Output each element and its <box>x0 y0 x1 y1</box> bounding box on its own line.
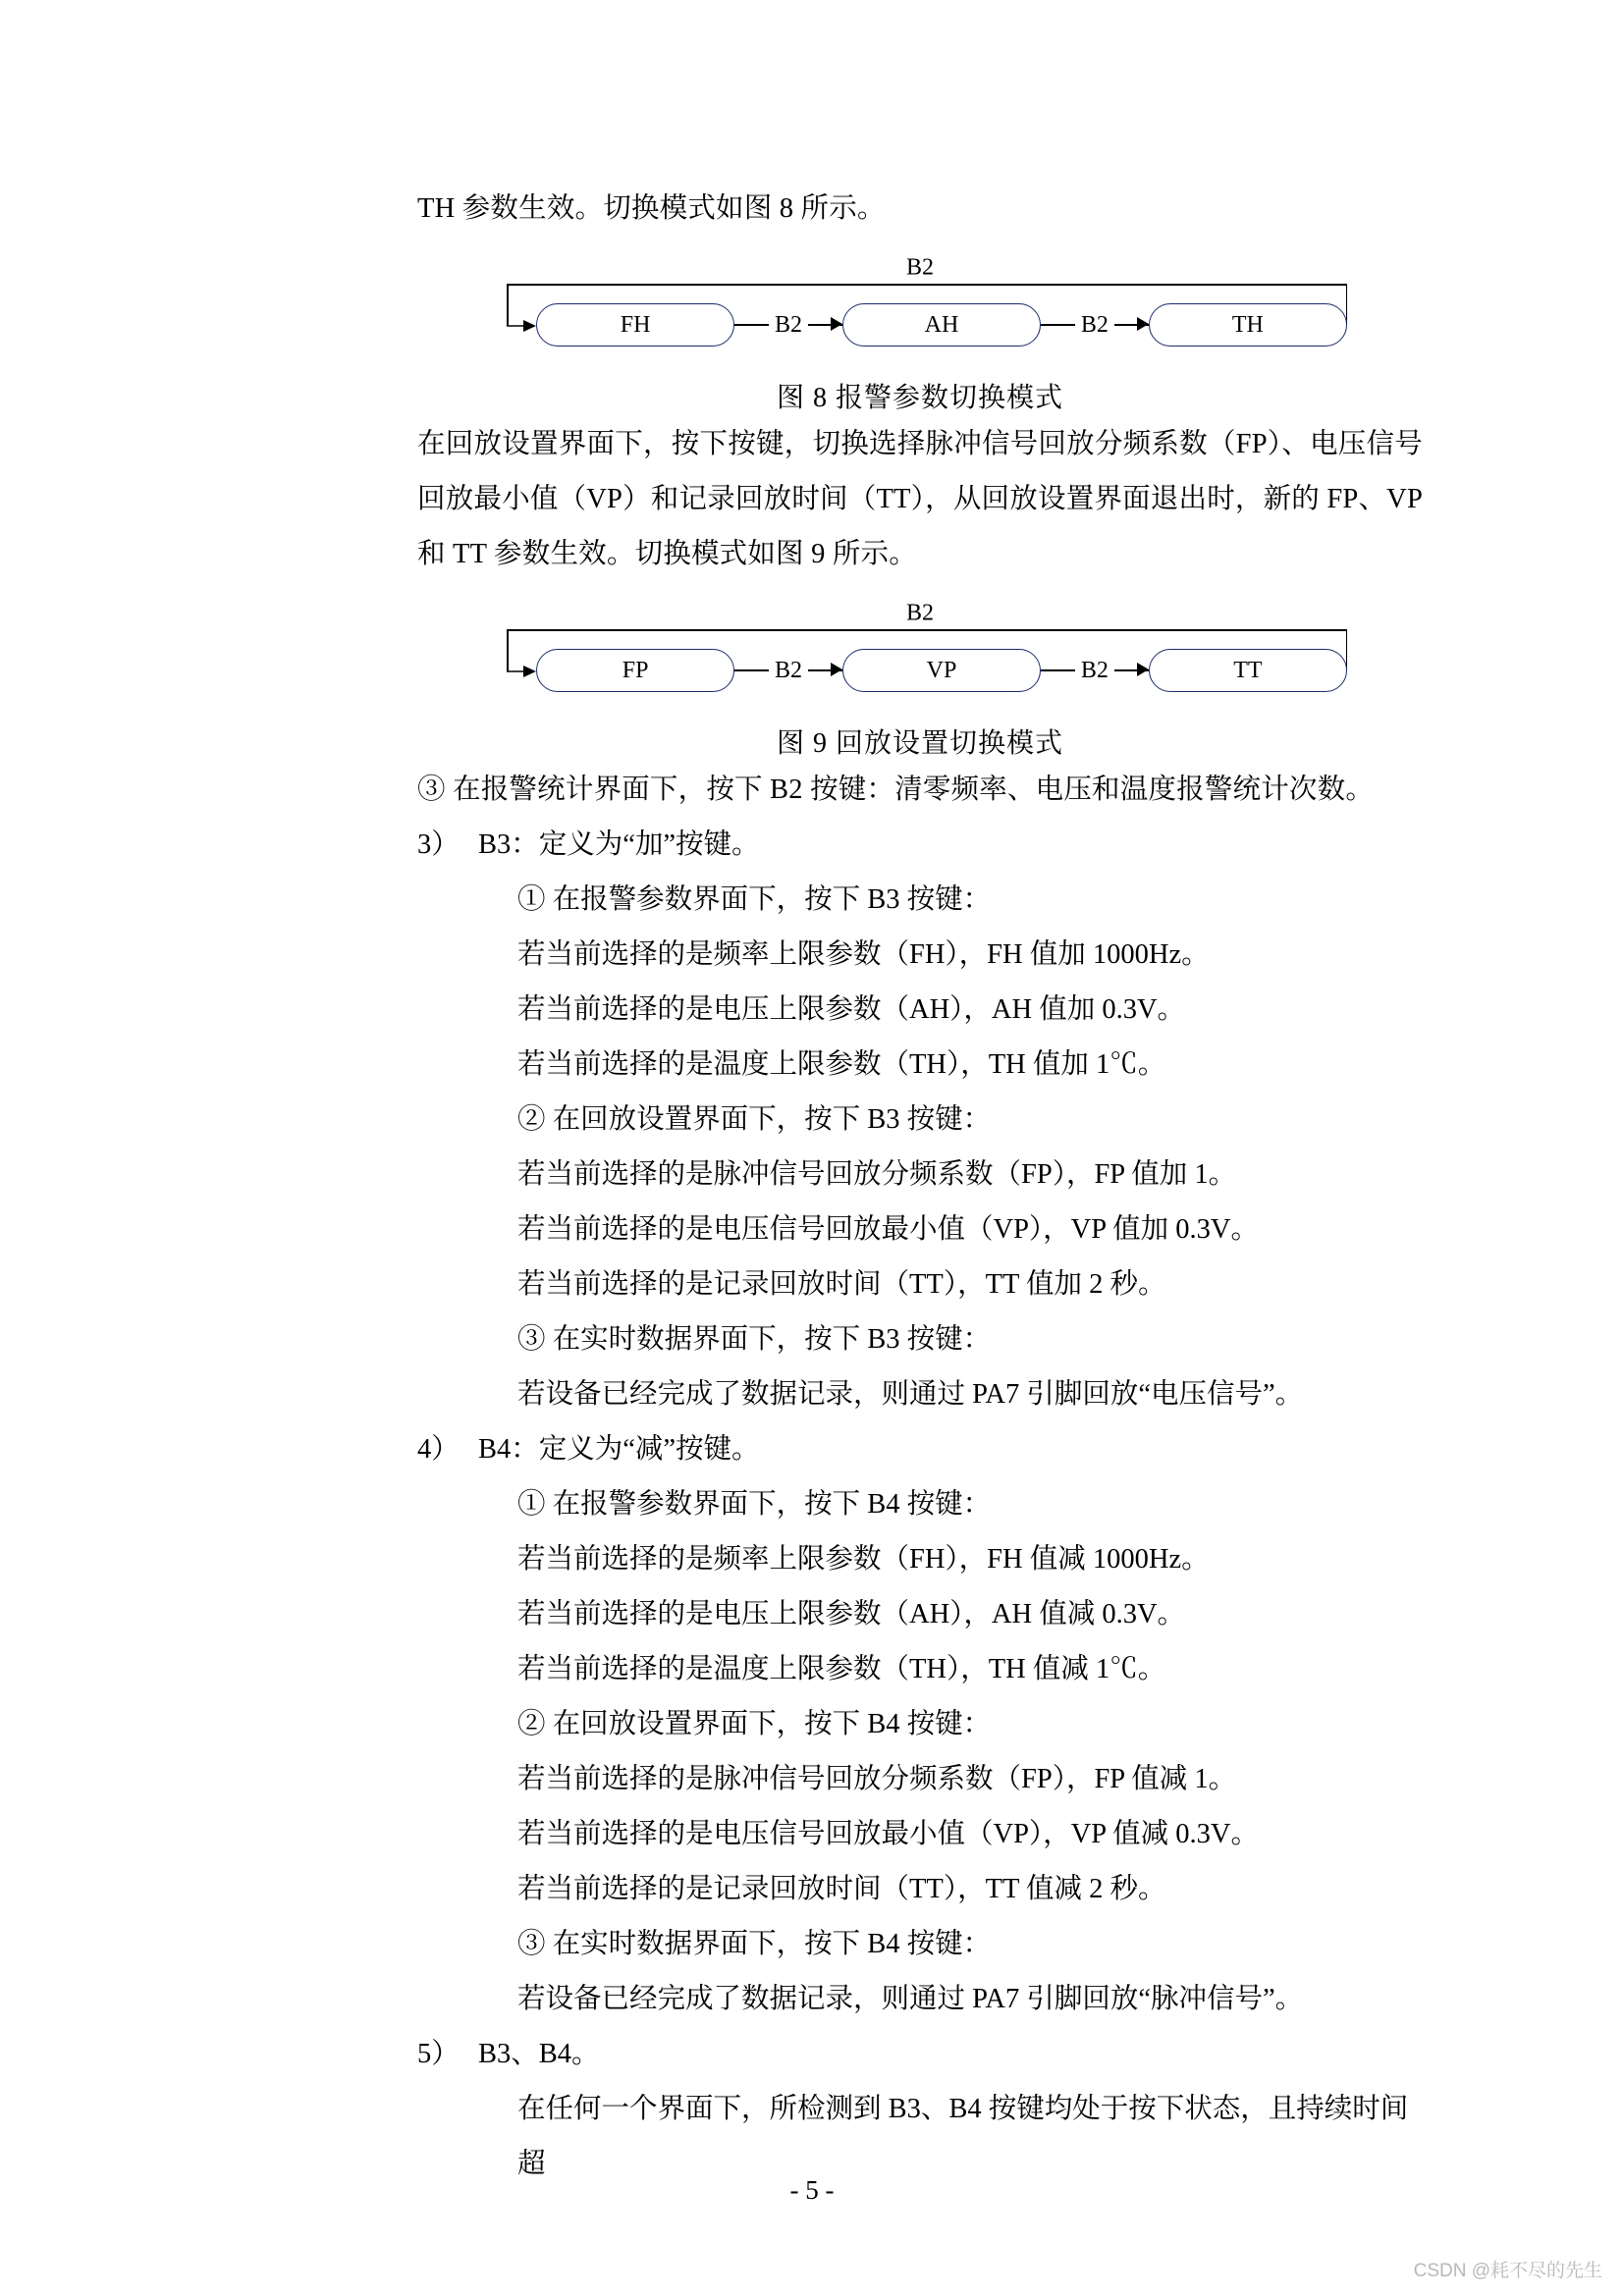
paragraph-item3-circle: ③ 在报警统计界面下，按下 B2 按键：清零频率、电压和温度报警统计次数。 <box>417 774 1375 805</box>
list-item-line: 若当前选择的是电压信号回放最小值（VP），VP 值加 0.3V。 <box>517 1214 1260 1245</box>
list-item-line: 若设备已经完成了数据记录，则通过 PA7 引脚回放“脉冲信号”。 <box>517 1984 1304 2014</box>
arrowhead-icon <box>831 663 842 676</box>
list-item-line: ① 在报警参数界面下，按下 B3 按键： <box>517 884 992 915</box>
connector-label: B2 <box>769 658 808 684</box>
list-item-line: ② 在回放设置界面下，按下 B4 按键： <box>517 1709 992 1739</box>
figure-8-caption: 图 8 报警参数切换模式 <box>776 383 1063 413</box>
list-item <box>417 1422 1423 2027</box>
list-item-line: 若当前选择的是电压信号回放最小值（VP），VP 值减 0.3V。 <box>517 1819 1260 1849</box>
figure-9-diagram <box>493 600 1347 706</box>
figure-8-diagram <box>493 254 1347 360</box>
list-item-title: B3：定义为“加”按键。 <box>478 829 760 860</box>
figure-9-caption: 图 9 回放设置切换模式 <box>776 728 1063 759</box>
flow-connector-1 <box>734 303 842 347</box>
list-item-line: 在任何一个界面下，所检测到 B3、B4 按键均处于按下状态，且持续时间超 <box>517 2094 1409 2179</box>
flow-connector-2 <box>1041 649 1149 692</box>
flow-node-fh: FH <box>536 303 734 347</box>
flow-connector-1 <box>734 649 842 692</box>
list-item-number: 3） <box>417 829 460 860</box>
list-item-line: ② 在回放设置界面下，按下 B3 按键： <box>517 1104 992 1135</box>
arrow-icon <box>507 665 536 678</box>
list-item-line: 若当前选择的是电压上限参数（AH），AH 值减 0.3V。 <box>517 1599 1186 1629</box>
list-item-number: 5） <box>417 2039 460 2069</box>
figure-9 <box>417 600 1423 706</box>
loop-line <box>507 284 1347 286</box>
figure-8 <box>417 254 1423 360</box>
list-item-title: B4：定义为“减”按键。 <box>478 1434 760 1465</box>
list-item-line: 若当前选择的是温度上限参数（TH），TH 值加 1℃。 <box>517 1049 1166 1080</box>
watermark: CSDN @耗不尽的先生 <box>1413 2261 1602 2281</box>
list-item-line: 若当前选择的是记录回放时间（TT），TT 值减 2 秒。 <box>517 1874 1166 1904</box>
loop-line <box>507 629 1347 631</box>
list-item-line: 若当前选择的是频率上限参数（FH），FH 值减 1000Hz。 <box>517 1544 1210 1575</box>
list-item-line: 若当前选择的是记录回放时间（TT），TT 值加 2 秒。 <box>517 1269 1166 1300</box>
flow-node-fp: FP <box>536 649 734 692</box>
flow-node-th: TH <box>1149 303 1347 347</box>
list-item-line: ① 在报警参数界面下，按下 B4 按键： <box>517 1489 992 1520</box>
paragraph-after-figure-8: 在回放设置界面下，按下按键，切换选择脉冲信号回放分频系数（FP）、电压信号回放最小值（VP）和记录回放时间（TT），从回放设置界面退出时，新的 FP、VP 和 TT 参数生效。切换模式如图 9 所示。 <box>417 429 1423 569</box>
arrowhead-icon <box>1137 663 1149 676</box>
arrowhead-icon <box>831 317 842 331</box>
list-item-line: 若当前选择的是频率上限参数（FH），FH 值加 1000Hz。 <box>517 939 1210 970</box>
connector-label: B2 <box>769 312 808 339</box>
connector-label: B2 <box>1075 312 1114 339</box>
list-item <box>417 2027 1423 2192</box>
loop-label: B2 <box>899 601 941 627</box>
list-item-title: B3、B4。 <box>478 2039 600 2069</box>
list-item-line: 若当前选择的是电压上限参数（AH），AH 值加 0.3V。 <box>517 994 1186 1025</box>
flow-connector-2 <box>1041 303 1149 347</box>
list-item-line: 若当前选择的是脉冲信号回放分频系数（FP），FP 值减 1。 <box>517 1764 1237 1794</box>
list-item-line: ③ 在实时数据界面下，按下 B4 按键： <box>517 1929 992 1959</box>
paragraph-top: TH 参数生效。切换模式如图 8 所示。 <box>417 193 886 224</box>
flow-node-vp: VP <box>842 649 1041 692</box>
arrow-icon <box>507 319 536 333</box>
arrowhead-icon <box>1137 317 1149 331</box>
list-item-line: ③ 在实时数据界面下，按下 B3 按键： <box>517 1324 992 1355</box>
flow-node-ah: AH <box>842 303 1041 347</box>
page-number: - 5 - <box>789 2175 835 2205</box>
flow-node-tt: TT <box>1149 649 1347 692</box>
loop-label: B2 <box>899 255 941 282</box>
figure-9-node-row <box>536 649 1347 692</box>
list-item-number: 4） <box>417 1434 460 1465</box>
list-item-line: 若当前选择的是脉冲信号回放分频系数（FP），FP 值加 1。 <box>517 1159 1237 1190</box>
list-item-line: 若设备已经完成了数据记录，则通过 PA7 引脚回放“电压信号”。 <box>517 1379 1304 1410</box>
list-item <box>417 818 1423 1422</box>
figure-8-node-row <box>536 303 1347 347</box>
connector-label: B2 <box>1075 658 1114 684</box>
list-item-line: 若当前选择的是温度上限参数（TH），TH 值减 1℃。 <box>517 1654 1166 1684</box>
